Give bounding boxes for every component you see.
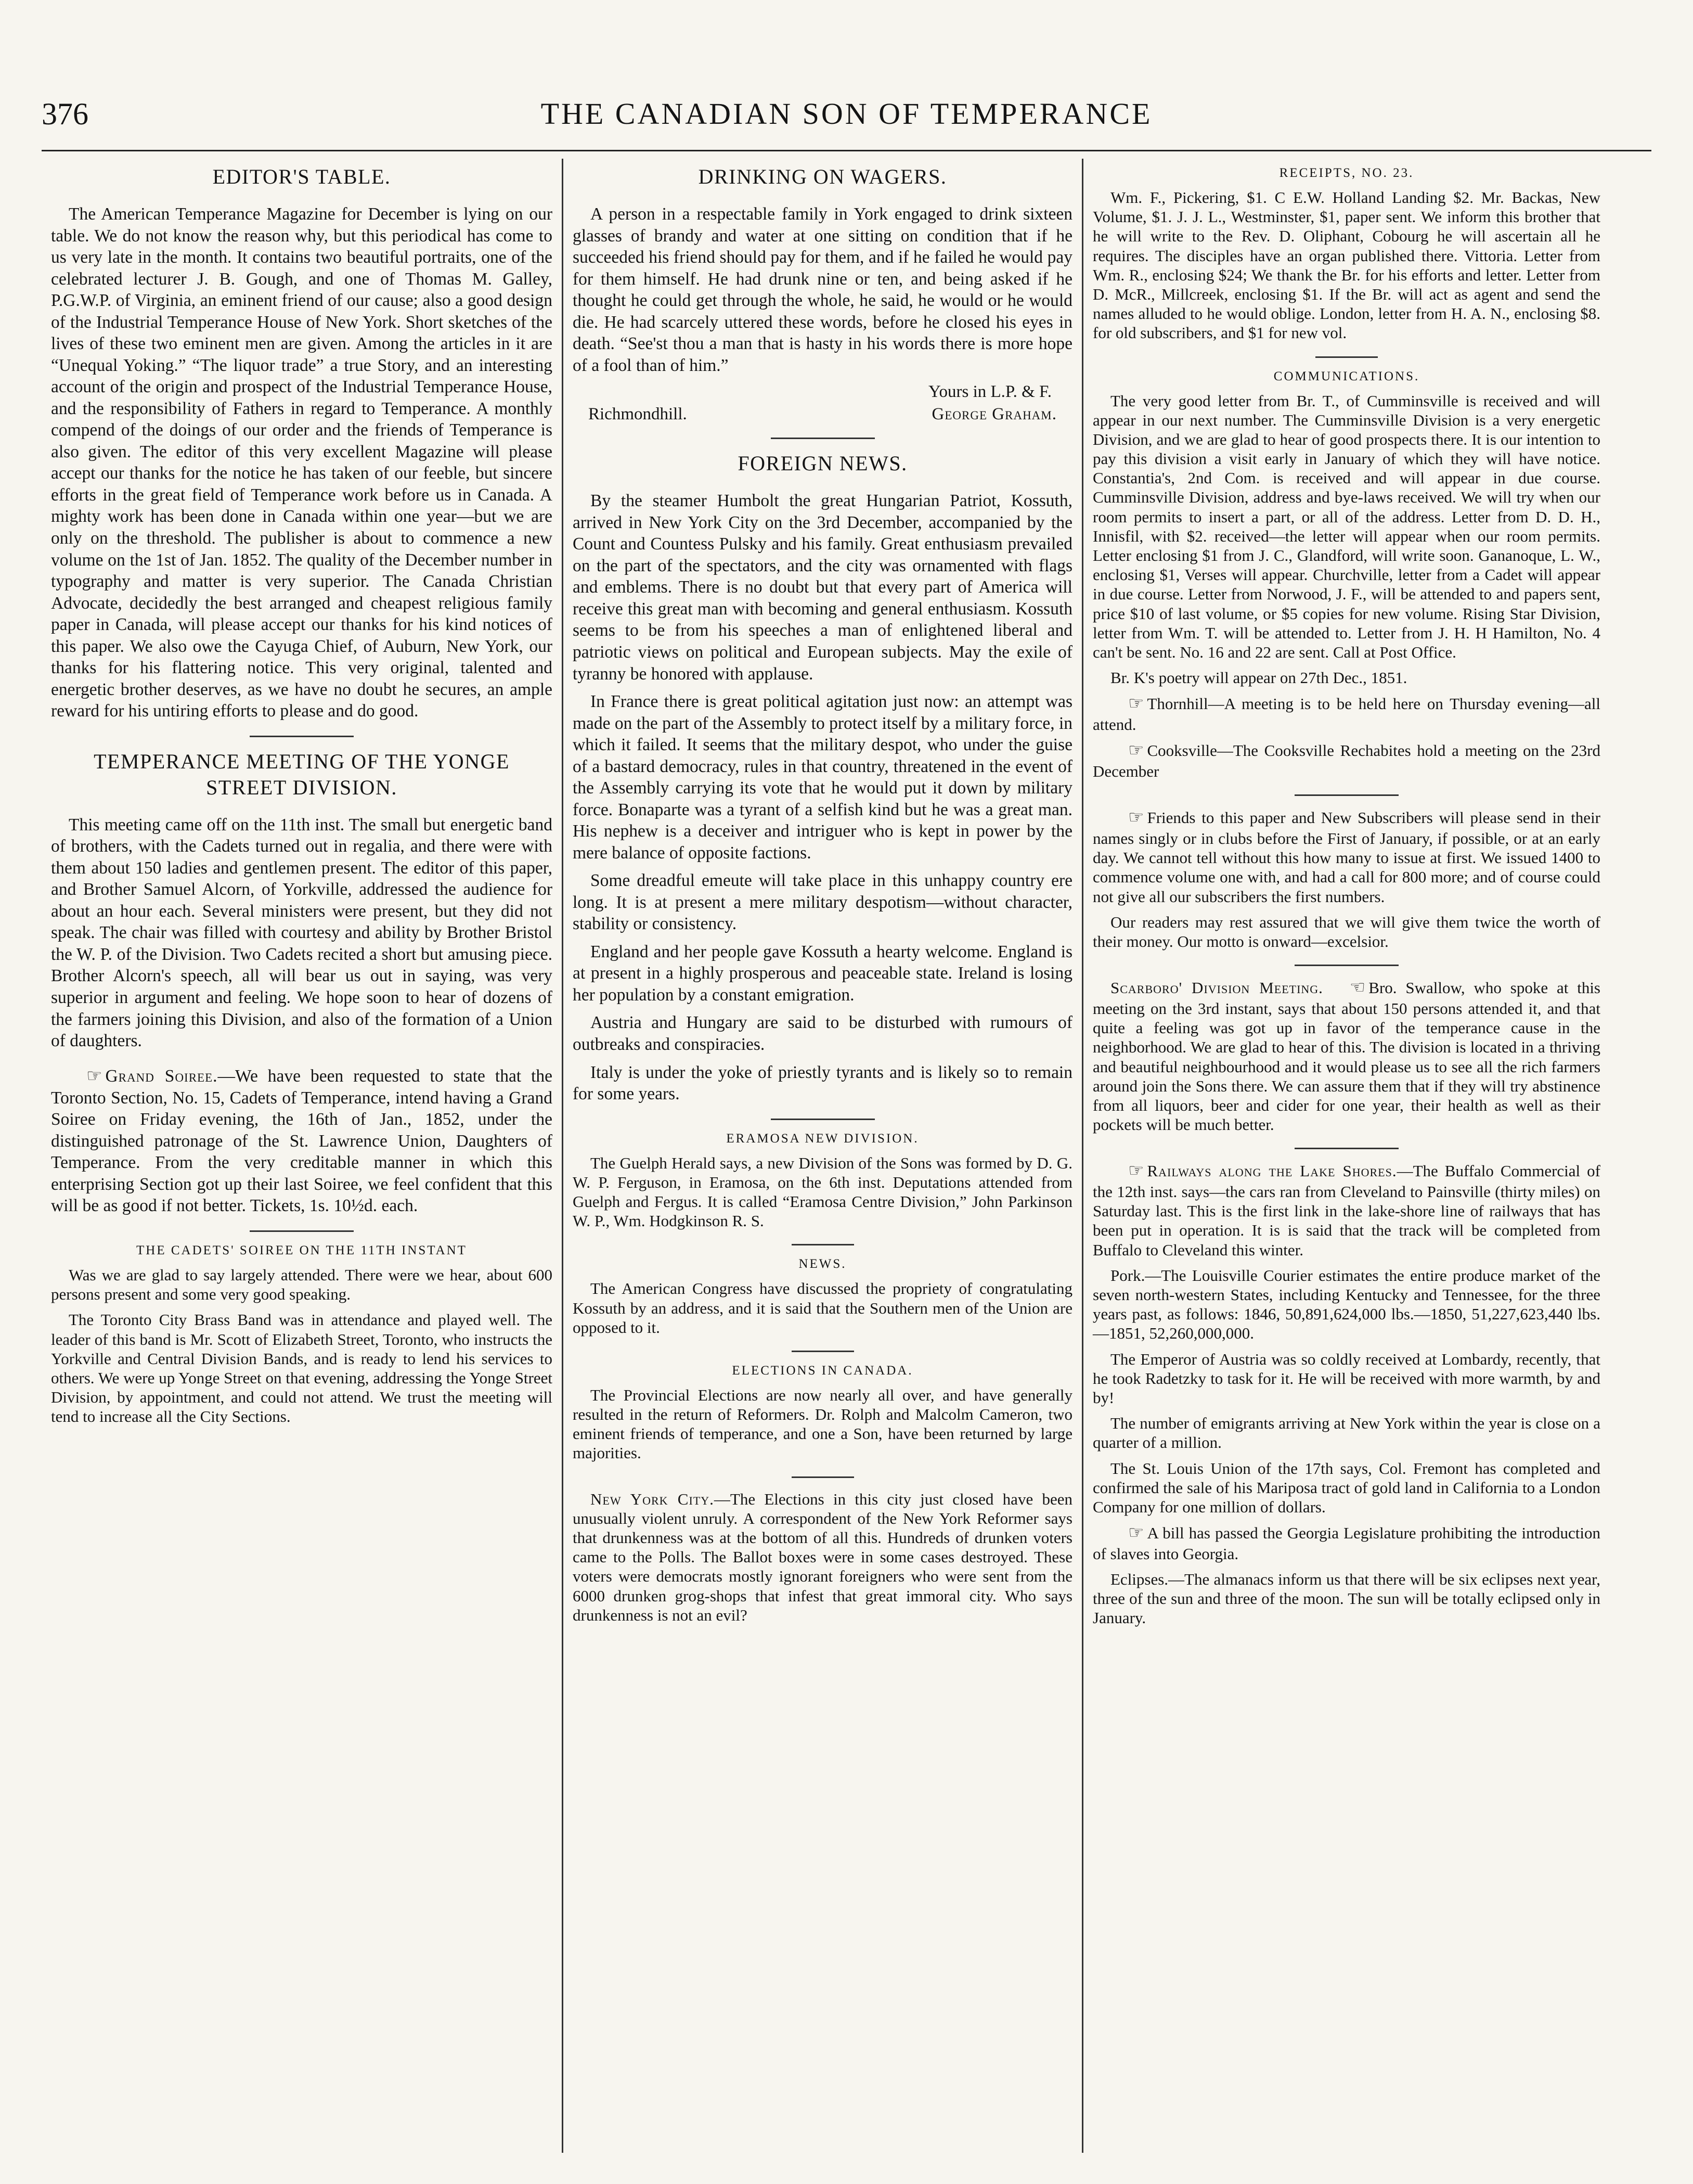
signoff: Yours in L.P. & F. xyxy=(928,382,1052,402)
scarboro-section xyxy=(1093,978,1600,1134)
divider xyxy=(792,1476,854,1478)
divider xyxy=(1315,356,1378,358)
eramosa-text: The Guelph Herald says, a new Division of the Sons was formed by D. G. W. P. Ferguson, in Eramosa, on the 6th inst. Deputations attended from Guelph and Fergus. It is called “Eramosa Centre Division,” John Parkinson W. P., Wm. Hodgkinson R. S. xyxy=(573,1153,1072,1230)
divider xyxy=(250,736,354,737)
railways-text-1 xyxy=(1093,1161,1600,1260)
foreign-news-section xyxy=(573,451,1072,1104)
foreign-news-text-4: England and her people gave Kossuth a hearty welcome. England is at present in a highly prosperous and peaceable state. Ireland is losing her population by a constant emigration. xyxy=(573,942,1072,1005)
cadets-soiree-text-2: The Toronto City Brass Band was in attendance and played well. The leader of this band is Mr. Scott of Elizabeth Street, Toronto, who instructs the Yorkville and Central Division Bands, and is ready to lend his services to others. We were up Yonge Street on that evening, addressing the Yonge Street Division, by appointment, and could not attend. We trust the meeting will tend to increase all the City Sections. xyxy=(51,1311,552,1426)
new-york-lead: New York City. xyxy=(590,1489,714,1508)
header-rule xyxy=(42,150,1651,151)
column-1 xyxy=(42,159,562,2153)
news-text: The American Congress have discussed the propriety of congratulating Kossuth by an address, and it is said that the Southern men of the Union are opposed to it. xyxy=(573,1279,1072,1337)
railways-text-7: Eclipses.—The almanacs inform us that there will be six eclipses next year, three of the sun and three of the moon. The sun will be totally eclipsed only in January. xyxy=(1093,1570,1600,1627)
elections-section xyxy=(573,1364,1072,1463)
masthead xyxy=(42,96,1651,143)
sign-author: George Graham. xyxy=(932,405,1057,424)
column-3 xyxy=(1082,159,1610,2153)
pointing-hand-icon: ☞ xyxy=(86,1066,102,1086)
railways-text-5: The St. Louis Union of the 17th says, Col. Fremont has completed and confirmed the sale of his Mariposa tract of gold land in California to a London Company for one million of dollars. xyxy=(1093,1459,1600,1516)
divider xyxy=(792,1244,854,1245)
pointing-hand-icon: ☜ xyxy=(1349,978,1366,998)
elections-text: The Provincial Elections are now nearly all over, and have generally resulted in the return of Reformers. Dr. Rolph and Malcolm Cameron, two eminent friends of temperance, and one a Son, have been returned by large majorities. xyxy=(573,1385,1072,1462)
friends-section xyxy=(1093,807,1600,951)
running-title: THE CANADIAN SON OF TEMPERANCE xyxy=(540,97,1153,131)
foreign-news-text-3: Some dreadful emeute will take place in this unhappy country ere long. It is at present a mere military despotism—without character, stability or consistency. xyxy=(573,871,1072,934)
pointing-hand-icon: ☞ xyxy=(1128,1161,1144,1181)
drinking-on-wagers-heading: DRINKING ON WAGERS. xyxy=(698,165,947,188)
divider xyxy=(250,1230,354,1232)
friends-text-1: ☞ Friends to this paper and New Subscribers will please send in their names singly or in clubs before the First of January, if possible, or at an early day. We cannot tell without this how many to issue at first. We issued 1400 to commence volume one with, and had a call for 800 more; and of course could not give all our subscribers the first numbers. xyxy=(1093,808,1600,906)
communications-text-4: ☞ Cooksville—The Cooksville Rechabites hold a meeting on the 23rd December xyxy=(1093,741,1600,781)
foreign-news-text-2: In France there is great political agitation just now: an attempt was made on the part of the Assembly to protect itself by a military force, in which it failed. It seems that the military despot, who under the guise of a bastard democracy, rules in that country, threatened in the event of the Assembly carrying its vote that he would put it down by military force. Bonaparte was a tyrant of a selfish kind but he was a great man. His nephew is a deceiver and intriguer who is kept in power by the mere balance of opposite factions. xyxy=(573,692,1072,863)
divider xyxy=(1295,965,1399,966)
grand-soiree-section xyxy=(51,1065,552,1217)
editors-table-section xyxy=(51,164,552,722)
railways-text-4: The number of emigrants arriving at New York within the year is close on a quarter of a million. xyxy=(1093,1414,1600,1452)
scarboro-body: Bro. Swallow, who spoke at this meeting on the 3rd instant, says that about 150 persons attended it, and that quite a feeling was got up in favor of the temperance cause in the neighborhood. We are glad to hear of this. The division is located in a thriving and beautiful neighbourhood and it would please us to see all the rich farmers around join the Sons there. We can assure them that if they will try abstinence from all liquors, beer and cider for one year, their health as well as their pockets will be much better. xyxy=(1093,979,1600,1134)
railways-text-6: ☞ A bill has passed the Georgia Legislature prohibiting the introduction of slaves into Georgia. xyxy=(1093,1523,1600,1563)
foreign-news-text-5: Austria and Hungary are said to be disturbed with rumours of outbreaks and conspiracies. xyxy=(573,1013,1072,1054)
elections-heading: ELECTIONS IN CANADA. xyxy=(732,1363,913,1378)
columns xyxy=(42,159,1651,2153)
receipts-section xyxy=(1093,166,1600,343)
yonge-street-heading: TEMPERANCE MEETING OF THE YONGE STREET DIVISION. xyxy=(94,749,510,799)
signature-row xyxy=(588,405,1057,424)
sign-place: Richmondhill. xyxy=(588,405,687,424)
editors-table-text: The American Temperance Magazine for December is lying on our table. We do not know the reason why, but this periodical has come to us very late in the month. It contains two beautiful portraits, one of the celebrated lecturer J. B. Gough, and one of Thomas M. Galley, P.G.W.P. of Virginia, an eminent friend of our cause; also a good design of the Industrial Temperance House of New York. Short sketches of the lives of these two eminent men are given. Among the articles in it are “Unequal Yoking.” “The liquor trade” a true Story, and an interesting account of the origin and prospect of the Industrial Temperance House, and the responsibility of Fathers in regard to Temperance. A monthly compend of the doings of our order and the friends of Temperance is also given. The editor of this very excellent Magazine will please accept our thanks for the notice he has taken of our feeble, but sincere efforts in the great field of Temperance work before us in Canada. A mighty work has been done in Canada within one year—but we are only on the threshold. The publisher is about to commence a new volume on the 1st of Jan. 1852. The quality of the December number in typography and matter is very superior. The Canada Christian Advocate, decidedly the best arranged and cheapest religious family paper in Canada, will please accept our thanks for his kind notices of this paper. We also owe the Cayuga Chief, of Auburn, New York, our thanks for his flattering notice. This very original, talented and energetic brother deserves, as we have no doubt he secures, an ample reward for his untiring efforts to please and do good. xyxy=(51,204,552,721)
grand-soiree-text xyxy=(51,1065,552,1217)
receipts-heading: RECEIPTS, NO. 23. xyxy=(1279,166,1414,180)
scarboro-lead: Scarboro' Division Meeting. xyxy=(1110,979,1323,997)
pointing-hand-icon: ☞ xyxy=(1128,694,1144,714)
grand-soiree-body: —We have been requested to state that the Toronto Section, No. 15, Cadets of Temperance, intend having a Grand Soiree on Friday evening, the 16th of Jan., 1852, under the distinguished patronage of the St. Lawrence Union, Daughters of Temperance. From the very creditable manner in which this enterprising Section got up their last Soiree, we feel confident that this will be as good if not better. Tickets, 1s. 10½d. each. xyxy=(51,1066,553,1216)
communications-section xyxy=(1093,369,1600,781)
news-section xyxy=(573,1257,1072,1337)
editors-table-heading: EDITOR'S TABLE. xyxy=(212,165,391,188)
pointing-hand-icon: ☞ xyxy=(1128,741,1144,761)
railways-text-2: Pork.—The Louisville Courier estimates the entire produce market of the seven north-western States, including Kentucky and Tennessee, for the three years past, as follows: 1846, 50,891,624,000 lbs.—1850, 51,227,623,440 lbs.—1851, 52,260,000,000. xyxy=(1093,1266,1600,1343)
railways-text-3: The Emperor of Austria was so coldly received at Lombardy, recently, that he took Radetzky to task for it. He will be received with more warmth, by and by! xyxy=(1093,1350,1600,1407)
grand-soiree-lead: Grand Soiree. xyxy=(105,1066,218,1086)
foreign-news-text-1: By the steamer Humbolt the great Hungarian Patriot, Kossuth, arrived in New York City on the 3rd December, accompanied by the Count and Countess Pulsky and his family. Great enthusiasm prevailed on the part of the spectators, and the city was ornamented with flags and emblems. There is no doubt but that every part of America will receive this great man with becoming and general enthusiasm. Kossuth seems to be from his speeches a man of enlightened liberal and patriotic views on political and European subjects. May the exile of tyranny be honored with applause. xyxy=(573,491,1072,684)
yonge-street-section xyxy=(51,749,552,1052)
pointing-hand-icon: ☞ xyxy=(1128,808,1144,828)
cadets-soiree-heading: THE CADETS' SOIREE ON THE 11TH INSTANT xyxy=(136,1243,467,1257)
cadets-soiree-section xyxy=(51,1243,552,1427)
eramosa-section xyxy=(573,1132,1072,1231)
scarboro-text xyxy=(1093,978,1600,1134)
foreign-news-text-6: Italy is under the yoke of priestly tyrants and is likely so to remain for some years. xyxy=(573,1062,1072,1104)
yonge-street-text: This meeting came off on the 11th inst. The small but energetic band of brothers, with the Cadets turned out in regalia, and there were with them about 150 ladies and gentlemen present. The editor of this paper, and Brother Samuel Alcorn, of Yorkville, addressed the audience for about an hour each. Several ministers were present, but they did not speak. The chair was filled with courtesy and ability by Brother Bristol the W. P. of the Division. Two Cadets recited a short but amusing piece. Brother Alcorn's speech, all will bear us out in saying, was very superior in argument and feeling. We hope soon to hear of dozens of the farmers joining this Division, and also of the formation of a Union of daughters. xyxy=(51,815,552,1051)
communications-text-1: The very good letter from Br. T., of Cumminsville is received and will appear in our next number. The Cumminsville Division is a very energetic Division, and we are glad to hear of good prospects there. It is our intention to pay this division a visit early in January of which they will have notice. Constantia's, 2nd Com. is received and will appear in due course. Cumminsville Division, address and bye-laws received. We will try when our room permits to insert a part, or all of the address. Letter from D. D. H., Innisfil, with $2. received—the letter will appear when our room permits. Letter enclosing $1 from J. C., Glandford, will write soon. Gananoque, L. W., enclosing $1, Verses will appear. Churchville, letter from a Cadet will appear in due course. Letter from Norwood, J. F., will be attended to and papers sent, price $10 of last volume, or $5 copies for new volume. Rising Star Division, letter from Wm. T. will be attended to. Letter from J. H. H Hamilton, No. 4 can't be sent. No. 16 and 22 are sent. Call at Post Office. xyxy=(1093,391,1600,661)
drinking-on-wagers-section xyxy=(573,164,1072,424)
communications-text-3: ☞ Thornhill—A meeting is to be held here on Thursday evening—all attend. xyxy=(1093,694,1600,734)
pointing-hand-icon: ☞ xyxy=(1128,1523,1144,1543)
page-number: 376 xyxy=(42,97,88,131)
cadets-soiree-text-1: Was we are glad to say largely attended. There were we hear, about 600 persons present and some very good speaking. xyxy=(51,1265,552,1304)
receipts-text: Wm. F., Pickering, $1. C E.W. Holland Landing $2. Mr. Backas, New Volume, $1. J. J. L., Westminster, $1, paper sent. We inform this brother that he will write to the Rev. D. Oliphant, Cobourg he will ascertain all he requires. The disciples have an organ published there. Vittoria. Letter from Wm. R., enclosing $24; We thank the Br. for his efforts and letter. Letter from D. McR., Millcreek, enclosing $1. If the Br. will act as agent and send the names alluded to he would oblige. London, letter from H. A. N., enclosing $8. for old subscribers, and $1 for new vol. xyxy=(1093,188,1600,342)
divider xyxy=(771,1119,875,1120)
divider xyxy=(1295,794,1399,796)
communications-heading: COMMUNICATIONS. xyxy=(1273,369,1420,383)
divider xyxy=(771,438,875,439)
divider xyxy=(1295,1148,1399,1149)
foreign-news-heading: FOREIGN NEWS. xyxy=(738,452,908,476)
railways-section xyxy=(1093,1161,1600,1627)
railways-body: —The Buffalo Commercial of the 12th inst. says—the cars ran from Cleveland to Painsville (thirty miles) on Saturday last. This is the first link in the lake-shore line of railways that has been put in operation. It is is said that the track will be completed from Buffalo to Cleveland this winter. xyxy=(1093,1162,1601,1259)
new-york-section xyxy=(573,1489,1072,1625)
drinking-on-wagers-text: A person in a respectable family in York engaged to drink sixteen glasses of brandy and water at one sitting on condition that if he succeeded his friend should pay for them, and if he failed he would pay for them himself. He had drunk nine or ten, and being asked if he thought he could get through the whole, he said, he would or he would die. He had scarcely uttered these words, before he closed his eyes in death. “See'st thou a man that is hasty in his words there is more hope of a fool than of him.” xyxy=(573,204,1072,375)
friends-text-2: Our readers may rest assured that we will give them twice the worth of their money. Our motto is onward—excelsior. xyxy=(1093,913,1600,951)
communications-text-2: Br. K's poetry will appear on 27th Dec., 1851. xyxy=(1110,669,1407,687)
new-york-text xyxy=(573,1489,1072,1625)
eramosa-heading: ERAMOSA NEW DIVISION. xyxy=(726,1131,919,1146)
new-york-body: —The Elections in this city just closed have been unusually violent unruly. A correspondent of the New York Reformer says that drunkenness was at the bottom of all this. Hundreds of drunken voters came to the Polls. The Ballot boxes were in some cases destroyed. These voters were democrats mostly ignorant foreigners who were sent from the 6000 drunken grog-shops that infest that great immoral city. Who says drunkenness is not an evil? xyxy=(573,1489,1072,1624)
divider xyxy=(792,1351,854,1352)
column-2 xyxy=(562,159,1082,2153)
news-heading: NEWS. xyxy=(798,1257,847,1271)
railways-lead: Railways along the Lake Shores. xyxy=(1147,1162,1397,1180)
